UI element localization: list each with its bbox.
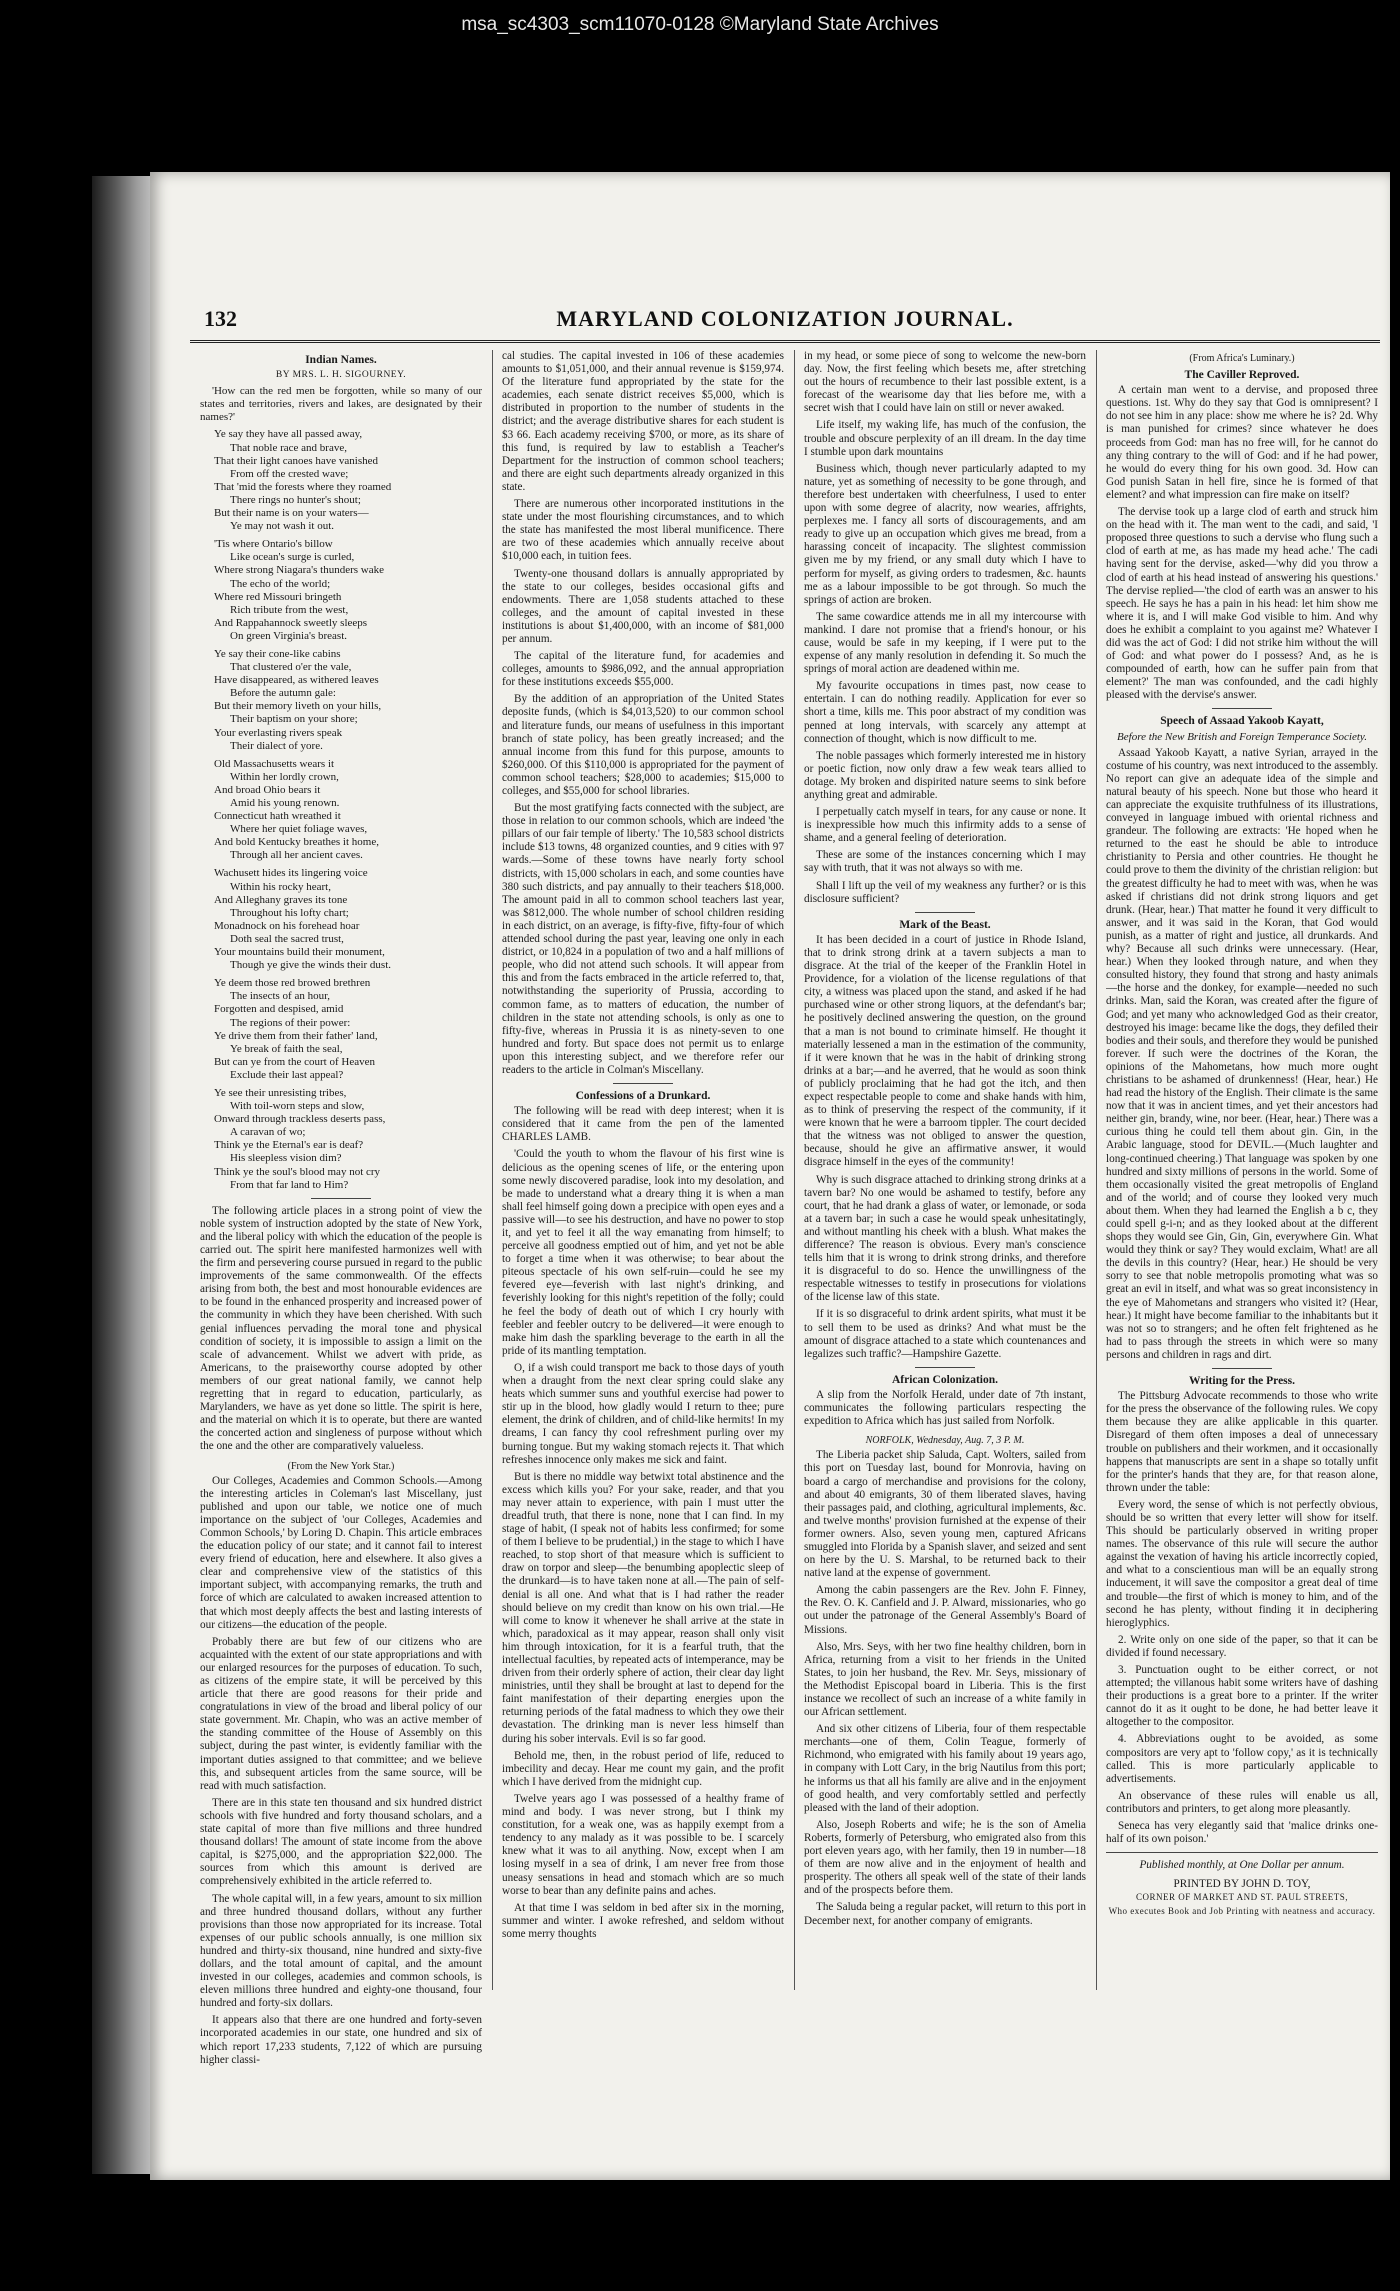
archive-label: msa_sc4303_scm11070-0128 ©Maryland State Archives — [461, 14, 939, 35]
verse-line: Think ye the Eternal's ear is deaf? — [214, 1139, 364, 1152]
verse-line: That their light canoes have vanished — [214, 454, 379, 467]
verse-line: Their dialect of yore. — [230, 739, 323, 752]
article-paragraph: At that time I was seldom in bed after six in the morning, summer and winter. I awoke refreshed, and seldom without some merry thoughts — [502, 1901, 784, 1940]
article-paragraph: The whole capital will, in a few years, amount to six million and three hundred thousand dollars, without any further provisions than those now appropriated for its increase. Total expenses of our public schools annually, is one million six hundred and thirty-six thousand, nine hundred and sixty-five dollars, and the total amount of capital, and the amount invested in our colleges, academies and common schools, is eleven millions three hundred and eighty-one thousand, four hundred and forty-six dollars. — [200, 1892, 482, 2010]
column-divider — [1096, 350, 1097, 1990]
verse-line: Their baptism on your shore; — [230, 713, 358, 726]
verse-line: Where her quiet foliage waves, — [230, 823, 368, 836]
article-paragraph: There are in this state ten thousand and six hundred district schools with five hundred and forty thousand scholars, and a state capital of more than five millions and three hundred thousand dollars! The amount of state income from the above capital, is $275,000, and the appropriation $22,000. The sources from which this amount is derived are comprehensively exhibited in the article referred to. — [200, 1796, 482, 1888]
verse-line: Ye see their unresisting tribes, — [214, 1086, 347, 1099]
article-paragraph: Among the cabin passengers are the Rev. John F. Finney, the Rev. O. K. Canfield and J. P. Alward, missionaries, who go out under the patronage of the General Assembly's Board of Missions. — [804, 1584, 1086, 1636]
verse-line: And Rappahannock sweetly sleeps — [214, 616, 368, 629]
article-paragraph: Assaad Yakoob Kayatt, a native Syrian, arrayed in the costume of his country, was next introduced to the assembly. No report can give an adequate idea of the simple and natural beauty of his speech. None but those who heard it can appreciate the exquisite truthfulness of its illustrations, conveyed in language imbued with oriental richness and grandeur. The following are extracts: 'He hoped when he returned to the east he should be able to introduce christianity to Persia and other countries. He thought he could prove to them the divinity of the christian religion: but the greatest difficulty he had to meet with was, when he was asked if christians did not drink strong liquors and get drunk. (Hear, hear.) That matter he found it very difficult to answer, and it was said in the Koran, that God would punish, as a matter of right and justice, all drunkards. And why? Because all such drinks were unnecessary. (Hear, hear.) When they looked through nature, and when they consulted history, they found that strong and hasty animals—the horse and the donkey, for example—needed no such drinks. Man, said the Koran, was created after the figure of God; and yet many who acknowledged God as their creator, destroyed his image: became like the dogs, they defiled their bodies and their souls, and therefore they would be punished forever. If such were the doctrines of the Koran, the opinions of the Mahometans, how much more ought christians to be ashamed of drunkenness! (Hear, hear.) He had read the history of the English. Their climate is the same now that it was in ancient times, and yet their ancestors had neither gin, brandy, wine, nor beer. (Hear, hear.) There was a curious thing he could tell them about gin. Gin, in the Arabic language, stood for DEVIL.—(Much laughter and long-continued cheering.) That language was spoken by one hundred and sixty millions of persons in the world. Some of them occasionally visited the great metropolis of England and of the world; and of course they looked very much about them. When they had learned the English a b c, they could spell g-i-n; and as they looked about at the different shops they would see Gin, Gin, Gin, everywhere Gin. What would they think or say? They would exclaim, What! are all the devils in this country? (Hear, hear.) He should be very sorry to see that noble metropolis promoting what was so great an evil in itself, and what was so great inconsistency in the eye of Mahometans and strangers who visited it? (Hear, hear.) It might have become familiar to the inhabitants but it was not so to strangers; and he often felt frightened as he had to pass through the streets in which were so many persons and children in rags and dirt. — [1106, 746, 1378, 1361]
article-paragraph: By the addition of an appropriation of the United States deposite funds, (which is $4,013,520) to our common school and literature funds, our means of usefulness in this important branch of state policy, has been greatly increased; and the annual income from this fund for this purpose, amounts to $260,000. Of this $110,000 is appropriated for the payment of common school teachers; $28,000 to academies; $15,000 to colleges, and $55,000 for school libraries. — [502, 693, 784, 797]
header-rule — [190, 340, 1380, 343]
verse-line: Where red Missouri bringeth — [214, 590, 342, 603]
verse-line: Ye say their cone-like cabins — [214, 647, 341, 660]
article-title: Writing for the Press. — [1188, 1375, 1296, 1388]
verse-line: Where strong Niagara's thunders wake — [214, 564, 384, 577]
article-paragraph: Life itself, my waking life, has much of the confusion, the trouble and obscure perplexity of an ill dream. In the day time I stumble upon dark mountains — [804, 419, 1086, 458]
article-paragraph: An observance of these rules will enable us all, contributors and printers, to get along more pleasantly. — [1106, 1789, 1378, 1815]
article-paragraph: The Saluda being a regular packet, will return to this port in December next, for another company of emigrants. — [804, 1901, 1086, 1927]
article-subheading: Before the New British and Foreign Temperance Society. — [1117, 730, 1367, 743]
verse-line: Ye say they have all passed away, — [214, 428, 363, 441]
verse-line: Ye drive them from their father' land, — [214, 1029, 378, 1042]
verse-line: On green Virginia's breast. — [230, 629, 347, 642]
article-paragraph: Twelve years ago I was possessed of a healthy frame of mind and body. I was never strong, but I think my constitution, for a weak one, was as happily exempt from a tendency to any malady as it was possible to be. I scarcely knew what it was to ail anything. Now, except when I am losing myself in a sea of drink, I am never free from those uneasy sensations in head and stomach which are so much worse to bear than any definite pains and aches. — [502, 1792, 784, 1897]
article-paragraph: in my head, or some piece of song to welcome the new-born day. Now, the first feeling which besets me, after stretching out the hours of recumbence to their last possible extent, is a forecast of the wearisome day that lies before me, with a secret wish that I could have lain on still or never awaked. — [804, 350, 1086, 415]
verse-line: His sleepless vision dim? — [230, 1152, 342, 1165]
verse-line: The echo of the world; — [230, 577, 331, 590]
article-title: The Caviller Reproved. — [1184, 369, 1300, 382]
verse-line: Wachusett hides its lingering voice — [214, 867, 368, 880]
article-paragraph: My favourite occupations in times past, now cease to entertain. I can do nothing readily. Application for ever so short a time, kills me. This poor abstract of my condition was penned at long intervals, with scarcely any attempt at connection of thought, which is now difficult to me. — [804, 680, 1086, 745]
article-paragraph: 3. Punctuation ought to be either correct, or not attempted; the villanous habit some writers have of dashing their productions is a great bore to a printer. If the writer cannot do it as it ought to be done, he had better leave it altogether to the compositor. — [1106, 1664, 1378, 1729]
poem-stanza — [200, 648, 482, 753]
article-paragraph: Twenty-one thousand dollars is annually appropriated by the state to our colleges, besides occasional gifts and endowments. There are 1,058 students attached to these colleges, and the amount of capital invested in these institutions is about $1,400,000, with an income of $81,000 per annum. — [502, 567, 784, 645]
verse-line: And bold Kentucky breathes it home, — [214, 836, 379, 849]
article-paragraph: I perpetually catch myself in tears, for any cause or none. It is inexpressible how much this infirmity adds to a sense of shame, and a general feeling of deterioration. — [804, 806, 1086, 845]
verse-line: Monadnock on his forehead hoar — [214, 919, 360, 932]
verse-line: Ye deem those red browed brethren — [214, 977, 371, 990]
column-2 — [502, 350, 784, 2090]
printer-services: Who executes Book and Job Printing with neatness and accuracy. — [1108, 1905, 1376, 1916]
verse-line: Old Massachusetts wears it — [214, 757, 335, 770]
verse-line: The insects of an hour, — [230, 990, 331, 1003]
verse-line: That 'mid the forests where they roamed — [214, 480, 392, 493]
poem-stanza — [200, 1087, 482, 1192]
verse-line: From that far land to Him? — [230, 1178, 349, 1191]
article-paragraph: It has been decided in a court of justice in Rhode Island, that to drink strong drink at a tavern subjects a man to disgrace. At the trial of the keeper of the Franklin Hotel in Providence, for a violation of the license regulations of that city, a witness was placed upon the stand, and asked if he had purchased wine or other strong liquors, at the defendant's bar; he positively declined answering the question, on the ground that a man is not bound to criminate himself. He thought it materially lessened a man in the estimation of the community, if it were known that he was in the habit of drinking strong drinks at a bar;—and he averred, that he would as soon think of publicly proclaiming that he had got the itch, and then expect respectable people to come and shake hands with him, as to think of preserving the respect of the community, if it were known that he were a barroom tippler. The court decided that the witness was not obliged to answer the question, because, should he give an affirmative answer, it would disgrace himself in the eyes of the community! — [804, 933, 1086, 1169]
poem-stanza — [200, 758, 482, 863]
verse-line: There rings no hunter's shout; — [230, 493, 361, 506]
article-paragraph: The dervise took up a large clod of earth and struck him on the head with it. The man went to the cadi, and said, 'I proposed three questions to such a dervise who flung such a clod of earth at me, as has made my head ache.' The cadi having sent for the dervise, asked—'why did you throw a clod of earth at his head instead of answering his questions.' The dervise replied—'the clod of earth was an answer to his speech. He says he has a pain in his head: let him show me where it is, and I will make God visible to him. And why does he exhibit a complaint to you against me? Whatever I did was the act of God: I did not strike him without the will of God: and what power do I possess? And, as he is compounded of earth, how can he suffer pain from that element?' The man was confounded, and the cadi highly pleased with the dervise's answer. — [1106, 506, 1378, 702]
verse-line: Exclude their last appeal? — [230, 1068, 344, 1081]
article-title: Mark of the Beast. — [899, 918, 991, 931]
article-paragraph: But is there no middle way betwixt total abstinence and the excess which kills you? For your sake, reader, and that you may never attain to experience, with pain I must utter the dreadful truth, that there is none, none that I can find. In my stage of habit, (I speak not of habits less confirmed; for some of them I believe to be prudential,) in the stage to which I have reached, to stop short of that measure which is sufficient to draw on torpor and sleep—the benumbing apoplectic sleep of the drunkard—is to have taken none at all.—The pain of self-denial is all one. And what that is I had rather the reader should believe on my credit than know on his own trial.—He will come to know it whenever he shall arrive at the state in which, paradoxical as it may appear, reason shall only visit him through intoxication, for it is a fearful truth, that the intellectual faculties, by repeated acts of intemperance, may be driven from their orderly sphere of action, their clear day light ministries, until they shall be brought at last to depend for the faint manifestation of their departing energies upon the returning periods of the fatal madness to which they owe their devastation. The drinking man is never less himself than during his sober intervals. Evil is so far good. — [502, 1470, 784, 1745]
article-paragraph: O, if a wish could transport me back to those days of youth when a draught from the next clear spring could slake any heats which summer suns and youthful exercise had power to stir up in the blood, how gladly would I return to thee; pure element, the drink of children, and of child-like hermits! In my dreams, I can fancy thy cool refreshment purling over my burning tongue. But my waking stomach rejects it. That which refreshes innocence only makes me sick and faint. — [502, 1361, 784, 1466]
article-paragraph: Business which, though never particularly adapted to my nature, yet as something of necessity to be gone through, and therefore best undertaken with cheerfulness, I used to enter upon with some degree of alacrity, now wearies, affrights, perplexes me. I fancy all sorts of discouragements, and am ready to give up an occupation which gives me bread, from a harassing conceit of incapacity. The slightest commission given me by my friend, or any small duty which I have to perform for myself, as giving orders to tradesmen, &c. haunts me as a labour impossible to be got through. So much the springs of action are broken. — [804, 462, 1086, 606]
verse-line: Though ye give the winds their dust. — [230, 959, 392, 972]
article-paragraph: Probably there are but few of our citizens who are acquainted with the extent of our state appropriations and with our enlarged resources for the purposes of education. To such, as citizens of the empire state, it will be perceived by this article that there are good reasons for their pride and congratulations in view of the broad and liberal policy of our state government. Mr. Chapin, who was an active member of the standing committee of the House of Assembly on this subject, during the past winter, is evidently familiar with the important duties assigned to that committee; and we believe this, and subsequent articles from the same source, will be read with much satisfaction. — [200, 1635, 482, 1792]
article-paragraph: The Liberia packet ship Saluda, Capt. Wolters, sailed from this port on Tuesday last, bound for Monrovia, having on board a cargo of merchandise and provisions for the colony, and about 40 emigrants, 30 of them liberated slaves, having their passages paid, and clothing, agricultural implements, &c. and twelve months' provision furnished at the expense of their former owners. Also, seven young men, captured Africans smuggled into Florida by a Spanish slaver, and seized and sent on here by the U. S. Marshal, to be returned back to their native land at the expense of government. — [804, 1449, 1086, 1580]
article-paragraph: Seneca has very elegantly said that 'malice drinks one-half of its own poison.' — [1106, 1820, 1378, 1846]
article-paragraph: The same cowardice attends me in all my intercourse with mankind. I dare not promise that a friend's honour, or his cause, would be safe in my keeping, if I were put to the expense of any manly resolution in defending it. So much the springs of moral action are deadened within me. — [804, 610, 1086, 676]
verse-line: And Alleghany graves its tone — [214, 893, 348, 906]
article-paragraph: 2. Write only on one side of the paper, so that it can be divided if found necessary. — [1106, 1633, 1378, 1659]
section-rule — [915, 1367, 975, 1368]
verse-line: But their name is on your waters— — [214, 507, 369, 520]
verse-line: Through all her ancient caves. — [230, 849, 363, 862]
printer-address: CORNER OF MARKET AND ST. PAUL STREETS, — [1135, 1892, 1349, 1903]
article-paragraph: A slip from the Norfolk Herald, under date of 7th instant, communicates the following particulars respecting the expedition to Africa which has just sailed from Norfolk. — [804, 1388, 1086, 1428]
article-dateline: NORFOLK, Wednesday, Aug. 7, 3 P. M. — [865, 1435, 1025, 1447]
section-rule — [915, 912, 975, 913]
article-paragraph: Our Colleges, Academies and Common Schools.—Among the interesting articles in Coleman's last Miscellany, just published and upon our table, we notice one of much importance on the subject of 'our Colleges, Academies and Common Schools,' by Loring D. Chapin. This article embraces the education policy of our state; and it cannot fail to interest every friend of education, here and elsewhere. It also gives a clear and comprehensive view of the statistics of this important subject, with accompanying remarks, the truth and force of which are calculated to awaken increased attention to that which most deeply affects the best and lasting interests of our citizens—the education of the people. — [200, 1474, 482, 1631]
verse-line: 'Tis where Ontario's billow — [214, 538, 333, 551]
verse-line: With toil-worn steps and slow, — [230, 1100, 365, 1113]
article-title: Indian Names. — [305, 354, 377, 366]
journal-title: MARYLAND COLONIZATION JOURNAL. — [556, 306, 1014, 331]
article-paragraph: Also, Mrs. Seys, with her two fine healthy children, born in Africa, returning from a visit to her friends in the United States, to join her husband, the Rev. Mr. Seys, missionary of the Methodist Episcopal board in Liberia. This is the first instance we recollect of such an increase of a white family in our African settlement. — [804, 1640, 1086, 1719]
poem-stanza — [200, 867, 482, 972]
verse-line: The regions of their power: — [230, 1016, 351, 1029]
verse-line: Onward through trackless deserts pass, — [214, 1113, 386, 1126]
poem-epigraph: 'How can the red men be forgotten, while so many of our states and territories, rivers and lakes, are designated by their names?' — [200, 385, 482, 424]
article-paragraph: If it is so disgraceful to drink ardent spirits, what must it be to sell them to be used as drinks? And what must be the amount of disgrace attached to a state which countenances and legalizes such traffic?—Hampshire Gazette. — [804, 1308, 1086, 1360]
verse-line: Think ye the soul's blood may not cry — [214, 1165, 381, 1178]
verse-line: Your everlasting rivers speak — [214, 726, 343, 739]
publication-footer — [1106, 1859, 1378, 1917]
article-source: (From Africa's Luminary.) — [1189, 353, 1295, 364]
column-4 — [1106, 350, 1378, 2090]
article-paragraph: The following article places in a strong point of view the noble system of instruction adopted by the state of New York, and the liberal policy with which the education of the people is carried out. The spirit here manifested harmonizes well with the firm and persevering course pursued in regard to the public improvements of the same commonwealth. Of the effects arising from both, the best and most honourable evidences are to be found in the enhanced prosperity and increased power of the community in which they have been cherished. With such genial influences pervading the moral tone and physical condition of society, it is impossible to assign a limit on the scale of advancement. Whilst we advert with pride, as Americans, to the praiseworthy course adopted by other members of our great national family, we cannot help regretting that in regard to education, particularly, as Marylanders, we have as yet done so little. The spirit is here, and the material on which it is to operate, but there are wanted the concerted action and singleness of purpose without which the one and the other are comparatively valueless. — [200, 1204, 482, 1453]
verse-line: Within his rocky heart, — [230, 880, 331, 893]
article-paragraph: A certain man went to a dervise, and proposed three questions. 1st. Why do they say that God is omnipresent? I do not see him in any place: show me where he is? 2d. Why is man punished for crimes? since whatever he does proceeds from God: man has no free will, for he cannot do any thing contrary to the will of God: and if he had power, he would do every thing for his own good. 3d. How can God punish Satan in hell fire, since he is formed of that element? and what impression can fire make on itself? — [1106, 384, 1378, 501]
page-number: 132 — [204, 306, 237, 331]
article-paragraph: The Pittsburg Advocate recommends to those who write for the press the observance of the following rules. We copy them because they are alike applicable in this quarter. Disregard of them often imposes a deal of unnecessary trouble on publishers and their workmen, and it occasionally happens that manuscripts are sent in a shape so totally unfit for the printer's hands that they are, for that reason alone, thrown under the table: — [1106, 1390, 1378, 1494]
verse-line: And broad Ohio bears it — [214, 783, 321, 796]
verse-line: Throughout his lofty chart; — [230, 906, 349, 919]
article-paragraph: It appears also that there are one hundred and forty-seven incorporated academies in our state, one hundred and six of which report 17,233 students, 7,122 of which are pursuing higher classi- — [200, 2014, 482, 2066]
article-paragraph: But the most gratifying facts connected with the subject, are those in relation to our common schools, which are indeed 'the pillars of our fair temple of liberty.' The 10,583 school districts include $13 towns, 48 organized counties, and 9 cities with 97 wards.—Some of these towns have nearly forty school districts, with 15,000 scholars in each, and some counties have 380 such districts, and pay annually to their teachers $18,000. The amount paid in all to common school teachers last year, was $812,000. The whole number of school children residing in each district, on an average, is fifty-five, fifty-four of which attended school during the past year, leaving one only in each district, or 10,824 in a population of two and a half millions of people, who did not attend such schools. It will appear from this and from the facts embraced in the article referred to, that, notwithstanding the superiority of Prussia, according to common fame, as to matters of education, the number of children in the state not attending schools, is only as one to fifty-five, whereas in Prussia it is as ninety-seven to one hundred and forty. But space does not permit us to enlarge upon this interesting subject, and we therefore refer our readers to the article in Colman's Miscellany. — [502, 802, 784, 1076]
column-divider — [492, 350, 493, 1990]
verse-line: That clustered o'er the vale, — [230, 661, 352, 674]
article-paragraph: 'Could the youth to whom the flavour of his first wine is delicious as the opening scenes of life, or the entering upon some newly discovered paradise, look into my desolation, and be made to understand what a dreary thing it is when a man shall feel himself going down a precipice with open eyes and a passive will—to see his destruction, and have no power to stop it, and yet to feel it all the way emanating from himself; to perceive all goodness emptied out of him, and yet not be able to forget a time when it was otherwise; to bear about the piteous spectacle of his own self-ruin—could he see my fevered eye—feverish with last night's drinking, and feverishly looking for this night's repetition of the folly; could he feel the body of death out of which I cry hourly with feebler and feebler outcry to be delivered—it were enough to make him dash the sparkling beverage to the earth in all the pride of its mantling temptation. — [502, 1148, 784, 1357]
article-paragraph: There are numerous other incorporated institutions in the state under the most flourishing circumstances, and to which the state has manifested the most liberal munificence. There are two of these academies which annually receive about $10,000 each, in tuition fees. — [502, 498, 784, 563]
verse-line: But can ye from the court of Heaven — [214, 1055, 375, 1068]
article-paragraph: Every word, the sense of which is not perfectly obvious, should be so written that every letter will show for itself. This should be particularly observed in writing proper names. The observance of this rule will secure the author against the vexation of having his article incorrectly copied, and what to a conscientious man will be an equally strong inducement, it will save the compositor a great deal of time and trouble—the first of which is money to him, and of the second he has plenty, without finding it in deciphering hieroglyphics. — [1106, 1498, 1378, 1629]
poem-stanza — [200, 538, 482, 643]
article-paragraph: These are some of the instances concerning which I may say with truth, that it was not always so with me. — [804, 849, 1086, 875]
article-paragraph: And six other citizens of Liberia, four of them respectable merchants—one of them, Colin Teague, formerly of Richmond, who emigrated with his family about 19 years ago, in company with Lott Cary, in the brig Nautilus from this port; he informs us that all his family are alive and in the enjoyment of good health, and very comfortably settled and perfectly pleased with the land of their adoption. — [804, 1723, 1086, 1814]
article-paragraph: Behold me, then, in the robust period of life, reduced to imbecility and decay. Hear me count my gain, and the profit which I have derived from the midnight cup. — [502, 1749, 784, 1788]
section-rule — [1212, 1368, 1272, 1369]
article-paragraph: cal studies. The capital invested in 106 of these academies amounts to $1,051,000, and their annual revenue is $159,974. Of the literature fund appropriated by the state for the academies, each senate district receives $5,000, which is distributed in proportion to the number of students in the district; and the average distributive shares for each student is $3 66. Each academy receiving $700, or more, as its share of this fund, is required by law to establish a Teacher's Department for the instruction of common school teachers; and there are eight such departments already organized in this state. — [502, 350, 784, 493]
verse-line: From off the crested wave; — [230, 467, 349, 480]
verse-line: Rich tribute from the west, — [230, 603, 349, 616]
section-rule — [1106, 1852, 1378, 1853]
poem-stanza — [200, 385, 482, 533]
subscription-notice: Published monthly, at One Dollar per annum. — [1139, 1859, 1345, 1872]
section-rule — [613, 1083, 673, 1084]
column-3 — [804, 350, 1086, 2090]
verse-line: Connecticut hath wreathed it — [214, 810, 341, 823]
column-1 — [200, 350, 482, 2090]
verse-line: Your mountains build their monument, — [214, 946, 385, 959]
column-divider — [794, 350, 795, 1990]
verse-line: Before the autumn gale: — [230, 687, 336, 700]
article-paragraph: The noble passages which formerly interested me in history or poetic fiction, now only draw a few weak tears allied to dotage. My broken and dispirited nature seems to sink before anything great and admirable. — [804, 749, 1086, 801]
verse-line: Ye break of faith the seal, — [230, 1042, 343, 1055]
article-title: African Colonization. — [891, 1373, 999, 1386]
section-rule — [1212, 708, 1272, 709]
article-title: Speech of Assaad Yakoob Kayatt, — [1160, 715, 1324, 728]
poem-stanza — [200, 977, 482, 1082]
verse-line: Like ocean's surge is curled, — [230, 551, 355, 564]
article-byline: BY MRS. L. H. SIGOURNEY. — [275, 370, 407, 381]
article-paragraph: The following will be read with deep interest; when it is considered that it came from the pen of the lamented CHARLES LAMB. — [502, 1105, 784, 1144]
printer-credit: PRINTED BY JOHN D. TOY, — [1173, 1878, 1311, 1891]
verse-line: A caravan of wo; — [230, 1126, 306, 1139]
journal-page — [150, 172, 1390, 2180]
section-rule — [311, 1198, 371, 1199]
article-paragraph: Shall I lift up the veil of my weakness any further? or is this disclosure sufficient? — [804, 879, 1086, 905]
article-paragraph: 4. Abbreviations ought to be avoided, as some compositors are very apt to 'follow copy,' as it is technically called. This is more particularly applicable to advertisements. — [1106, 1733, 1378, 1785]
article-source: (From the New York Star.) — [287, 1460, 395, 1472]
verse-line: Amid his young renown. — [230, 797, 340, 809]
verse-line: But their memory liveth on your hills, — [214, 700, 382, 713]
article-paragraph: The capital of the literature fund, for academies and colleges, amounts to $986,092, and the annual appropriation for these institutions exceeds $55,000. — [502, 650, 784, 689]
verse-line: Have disappeared, as withered leaves — [214, 674, 379, 687]
verse-line: Forgotten and despised, amid — [214, 1003, 344, 1016]
article-paragraph: Also, Joseph Roberts and wife; he is the son of Amelia Roberts, formerly of Petersburg, who emigrated also from this port eleven years ago, with her family, then 19 in number—18 of them are now alive and in the enjoyment of health and prosperity. The others all speak well of the state of their lands and of the prospects before them. — [804, 1818, 1086, 1897]
article-title: Confessions of a Drunkard. — [575, 1090, 711, 1103]
verse-line: Within her lordly crown, — [230, 770, 339, 783]
verse-line: That noble race and brave, — [230, 441, 347, 454]
verse-line: Ye may not wash it out. — [230, 520, 334, 533]
article-paragraph: Why is such disgrace attached to drinking strong drinks at a tavern bar? No one would be ashamed to testify, before any court, that he had drank a glass of water, or lemonade, or soda at a tavern bar; in such a case he would speak unhesitatingly, and without mantling his cheek with a blush. What makes the difference? The reason is obvious. Every man's conscience tells him that it is wrong to drink strong drinks, and therefore it is disgraceful to do so. Hence the unwillingness of the respectable witnesses to testify in prosecutions for violations of the license law of this state. — [804, 1173, 1086, 1304]
verse-line: Doth seal the sacred trust, — [230, 932, 344, 945]
